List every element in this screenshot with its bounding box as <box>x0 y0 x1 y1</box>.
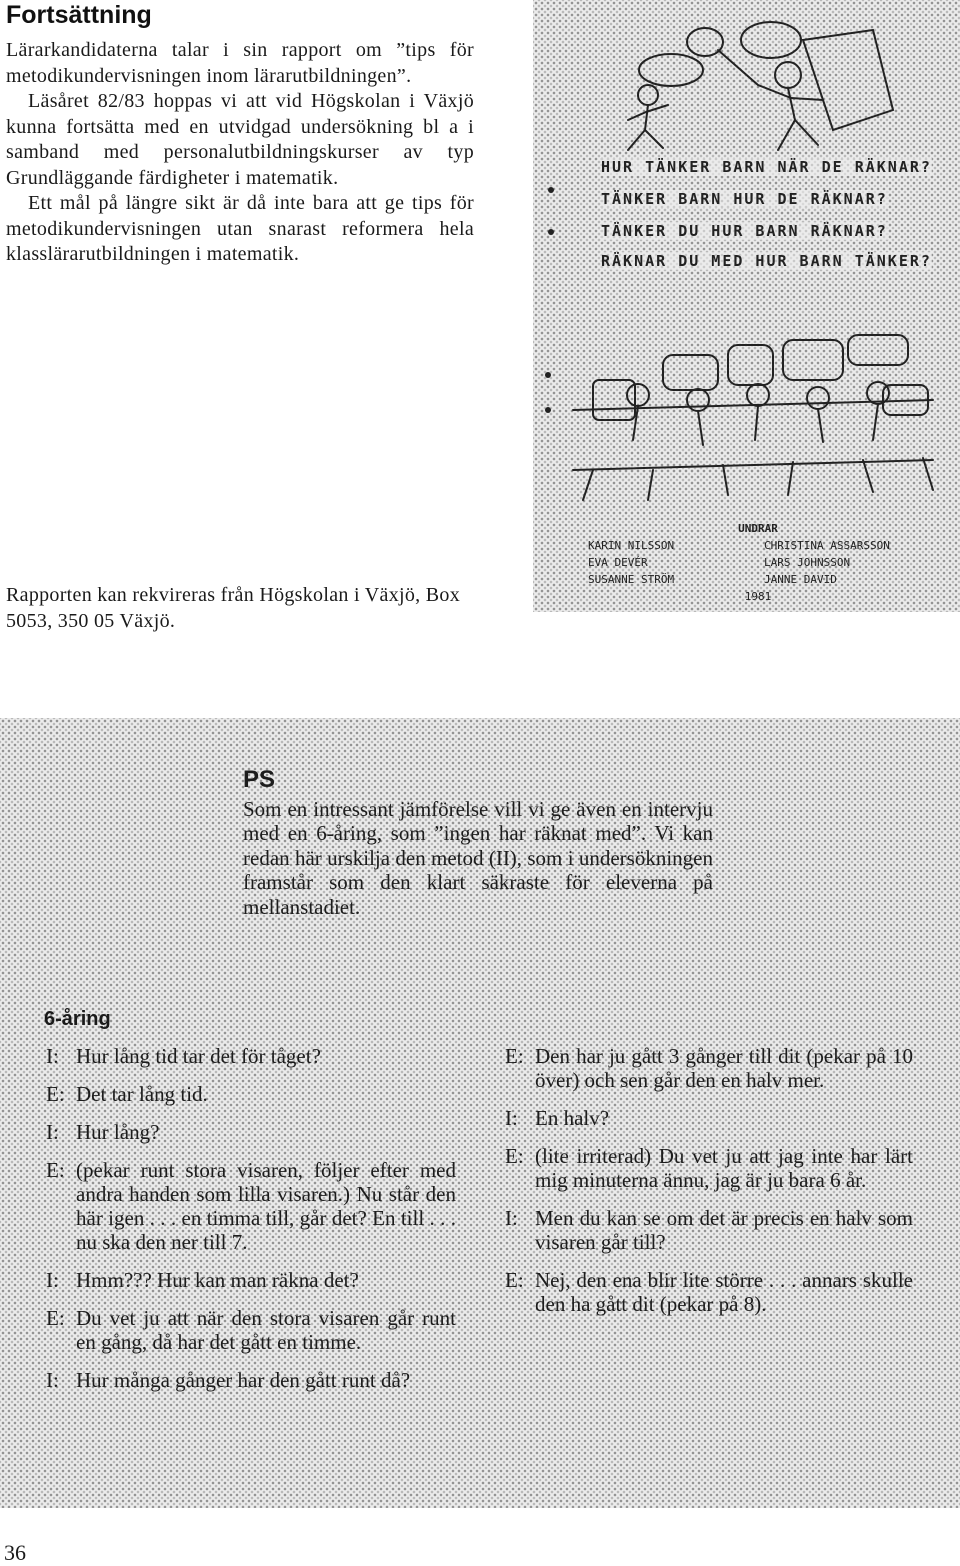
dialogue-line <box>46 1306 456 1354</box>
interview-right-column <box>505 1044 913 1330</box>
dialogue-line <box>46 1368 456 1392</box>
dialogue-line <box>505 1206 913 1254</box>
desk-rows <box>573 400 933 470</box>
cartoon-question-1: HUR TÄNKER BARN NÄR DE RÄKNAR? <box>601 158 932 176</box>
speech-bubble-right <box>741 22 801 58</box>
ps-note <box>243 768 713 919</box>
credit-name: LARS JOHNSSON <box>764 556 851 569</box>
speaker-label: E: <box>505 1144 524 1168</box>
page-number: 36 <box>4 1540 26 1565</box>
runner-body <box>628 105 668 150</box>
cartoon-question-2: TÄNKER BARN HUR DE RÄKNAR? <box>601 190 888 208</box>
ps-text: Som en intressant jämförelse vill vi ge även en intervju med en 6-åring, som ”ingen har räknat med”. Vi kan redan här urskilja den metod (II), som i undersökningen framstår som den klart säkraste för eleverna på mellanstadiet. <box>243 796 713 919</box>
dialogue-text: Den har ju gått 3 gånger till dit (pekar på 10 över) och sen går den en halv mer. <box>535 1044 913 1092</box>
dialogue-line <box>46 1268 456 1292</box>
speaker-label: E: <box>505 1268 524 1292</box>
intro-text <box>6 38 474 268</box>
dialogue-line <box>505 1106 913 1130</box>
dialogue-line <box>46 1120 456 1144</box>
dialogue-text: Hur lång tid tar det för tåget? <box>76 1044 321 1068</box>
dialogue-text: Hmm??? Hur kan man räkna det? <box>76 1268 359 1292</box>
interview-label: 6-åring <box>44 1008 111 1030</box>
netter-body <box>718 50 823 150</box>
speaker-label: I: <box>505 1106 518 1130</box>
dialogue-line <box>505 1144 913 1192</box>
butterfly-net <box>687 28 723 56</box>
interview-section <box>0 718 960 1508</box>
speaker-label: E: <box>46 1158 65 1182</box>
cartoon-question-4: RÄKNAR DU MED HUR BARN TÄNKER? <box>601 252 932 270</box>
cartoon-credits <box>588 520 928 605</box>
intro-paragraph-1: Lärarkandidaterna talar i sin rapport om ”tips för metodikundervisningen inom lärarutbildningen”. <box>6 39 474 87</box>
credits-heading: UNDRAR <box>738 522 778 535</box>
dialogue-line <box>46 1082 456 1106</box>
report-request-text: Rapporten kan rekvireras från Högskolan i Växjö, Box 5053, 350 05 Växjö. <box>6 584 461 632</box>
speaker-label: I: <box>505 1206 518 1230</box>
speaker-label: I: <box>46 1368 59 1392</box>
section-heading: Fortsättning <box>6 1 152 29</box>
interview-left-column <box>46 1044 456 1406</box>
credit-name: KARIN NILSSON <box>588 539 675 552</box>
dialogue-line <box>46 1044 456 1068</box>
dialogue-text: En halv? <box>535 1106 610 1130</box>
credit-name: CHRISTINA ASSARSSON <box>764 539 890 552</box>
speaker-label: E: <box>46 1082 65 1106</box>
cartoon-question-3: TÄNKER DU HUR BARN RÄKNAR? <box>601 222 888 240</box>
dialogue-line <box>505 1268 913 1316</box>
intro-paragraph-2: Läsåret 82/83 hoppas vi att vid Högskolan i Växjö kunna fortsätta med en utvidgad undersökning bl a i samband med personalutbildningskurser av typ Grundläggande färdigheter i matematik. <box>6 90 474 189</box>
speaker-label: E: <box>505 1044 524 1068</box>
credit-name: JANNE DAVID <box>764 573 837 586</box>
dialogue-text: Men du kan se om det är precis en halv som visaren går till? <box>535 1206 913 1254</box>
netter-head <box>775 62 801 88</box>
dialogue-text: Hur många gånger har den gått runt då? <box>76 1368 411 1392</box>
dialogue-text: (lite irriterad) Du vet ju att jag inte har lärt mig minuterna ännu, jag är ju bara 6 år. <box>535 1144 913 1192</box>
credits-names <box>588 537 928 588</box>
speaker-label: I: <box>46 1044 59 1068</box>
speaker-label: I: <box>46 1268 59 1292</box>
dialogue-text: Du vet ju att när den stora visaren går runt en gång, då har det gått en timme. <box>76 1306 456 1354</box>
credit-name: EVA DEVÉR <box>588 556 648 569</box>
speaker-label: I: <box>46 1120 59 1144</box>
speaker-label: E: <box>46 1306 65 1330</box>
dialogue-text: Nej, den ena blir lite större . . . annars skulle den ha gått dit (pekar på 8). <box>535 1268 913 1316</box>
bullet-dots <box>545 187 554 413</box>
frame-shape <box>803 30 893 130</box>
intro-paragraph-3: Ett mål på längre sikt är då inte bara att ge tips för metodikundervisningen utan snarast reformera hela klasslärarutbildningen i matematik. <box>6 192 474 265</box>
ps-title: PS <box>243 766 276 793</box>
credits-year: 1981 <box>744 590 772 603</box>
speech-bubble-left <box>639 54 703 86</box>
dialogue-text: (pekar runt stora visaren, följer efter med andra handen som lilla visaren.) Nu står den här igen . . . en timma till, går det? En till . . . nu ska den ner till 7. <box>76 1158 456 1254</box>
runner-head <box>638 85 658 105</box>
dialogue-line <box>505 1044 913 1092</box>
dialogue-text: Hur lång? <box>76 1120 160 1144</box>
dialogue-line <box>46 1158 456 1254</box>
credit-name: SUSANNE STRÖM <box>588 573 675 586</box>
dialogue-text: Det tar lång tid. <box>76 1082 208 1106</box>
cartoon-illustration <box>533 0 960 612</box>
